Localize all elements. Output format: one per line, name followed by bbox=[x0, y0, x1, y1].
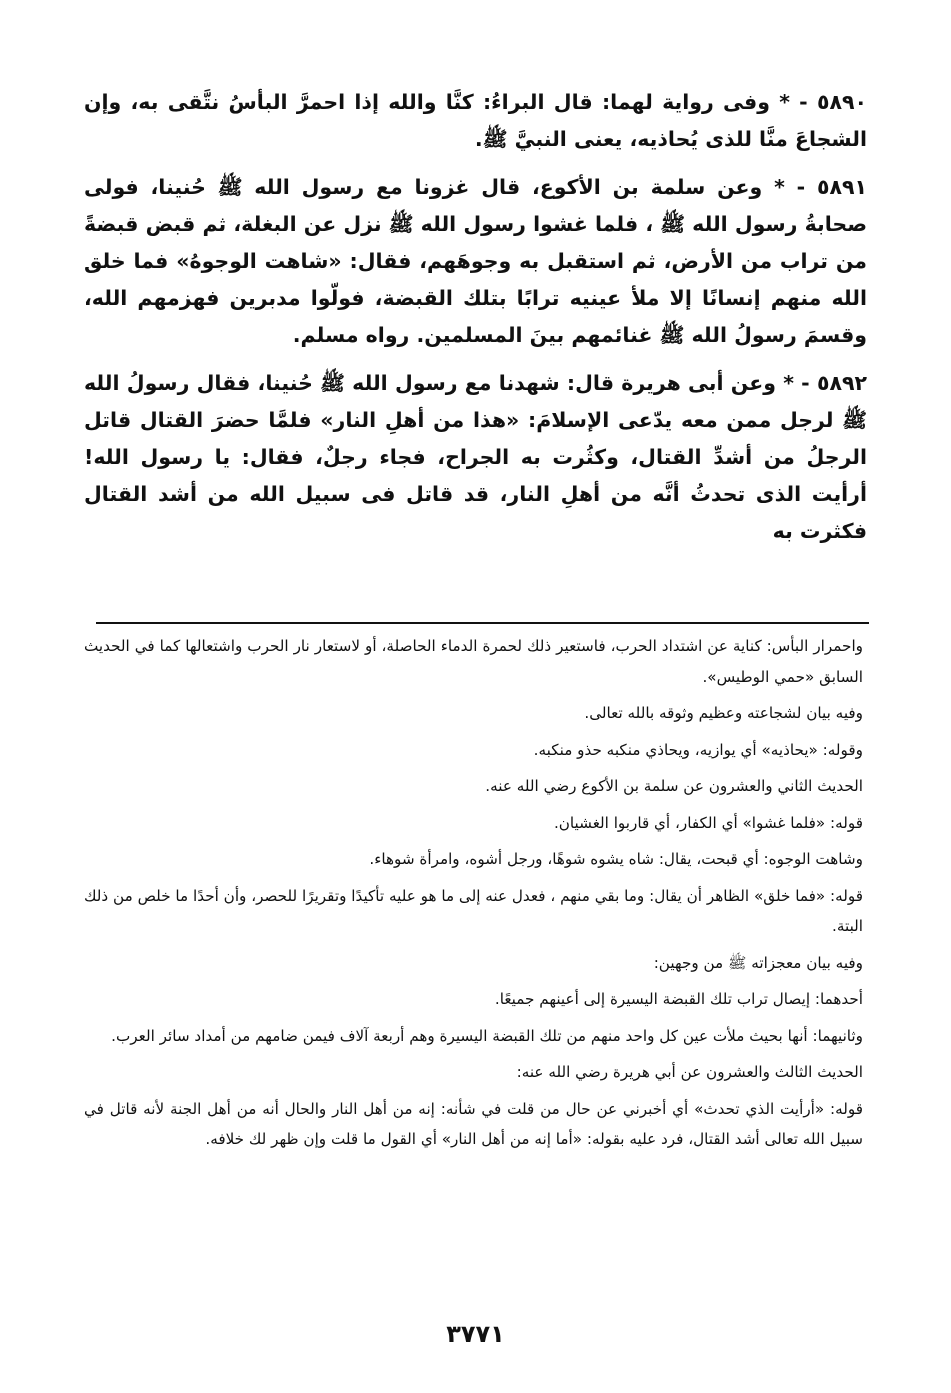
footnote-divider bbox=[96, 622, 869, 624]
note-item: قوله: «فما خلق» الظاهر أن يقال: وما بقي منهم ، فعدل عنه إلى ما هو عليه تأكيدًا وتقريرًا للحصر، وأن أحدًا ما خلص من ذلك البتة. bbox=[84, 886, 863, 935]
hadith-5892: ٥٨٩٢ - * وعن أبى هريرة قال: شهدنا مع رسول الله ﷺ حُنينا، فقال رسولُ الله ﷺ لرجل ممن معه يدّعى الإسلامَ: «هذا من أهلِ النار» فلمَّا حضرَ القتال قاتل الرجلُ من أشدِّ القتال، وكثُرت به الجراح، فجاء رجلٌ، فقال: يا رسول الله! أرأيت الذى تحدثُ أنَّه من أهلِ النار، قد قاتل فى سبيل الله من أشد القتال فكثرت به bbox=[84, 371, 867, 543]
note-item: وفيه بيان لشجاعته وعظيم وثوقه بالله تعالى. bbox=[584, 704, 863, 722]
note-item: وشاهت الوجوه: أي قبحت، يقال: شاه يشوه شوهًا، ورجل أشوه، وامرأة شوهاء. bbox=[369, 850, 863, 868]
note-item: قوله: «فلما غشوا» أي الكفار، أي قاربوا الغشيان. bbox=[553, 813, 863, 832]
note-item: وفيه بيان معجزاته ﷺ من وجهين: bbox=[653, 953, 863, 972]
page-number: ٣٧٧١ bbox=[446, 1320, 505, 1348]
note-item: الحديث الثالث والعشرون عن أبي هريرة رضي الله عنه: bbox=[516, 1063, 863, 1081]
note-item: واحمرار البأس: كناية عن اشتداد الحرب، فاستعير ذلك لحمرة الدماء الحاصلة، أو لاستعار نار الحرب واشتعالها كما في الحديث السابق «حمي الوطيس». bbox=[84, 637, 863, 686]
hadith-5890: ٥٨٩٠ - * وفى رواية لهما: قال البراءُ: كنَّا والله إذا احمرَّ البأسُ نتَّقى به، وإن الشجاعَ منَّا للذى يُحاذيه، يعنى النبيَّ ﷺ. bbox=[84, 90, 867, 151]
note-item: وثانيهما: أنها بحيث ملأت عين كل واحد منهم من تلك القبضة اليسيرة وهم أربعة آلاف فيمن ضامهم من أمداد سائر العرب. bbox=[111, 1026, 863, 1045]
note-item: قوله: «أرأيت الذي تحدث» أي أخبرني عن حال من قلت في شأنه: إنه من أهل النار والحال أنه من أهل الجنة لأنه قاتل في سبيل الله تعالى أشد القتال، فرد عليه بقوله: «أما إنه من أهل النار» أي القول ما قلت وإن ظهر لك خلافه. bbox=[84, 1099, 863, 1148]
hadith-5891: ٥٨٩١ - * وعن سلمة بن الأكوع، قال غزونا مع رسول الله ﷺ حُنينا، فولى صحابةُ رسول الله ﷺ ، فلما غشوا رسول الله ﷺ نزل عن البغلة، ثم قبض قبضةً من تراب من الأرض، ثم استقبل به وجوهَهم، فقال: «شاهت الوجوهُ» فما خلق الله منهم إنسانًا إلا ملأ عينيه ترابًا بتلك القبضة، فولّوا مدبرين فهزمهم الله، وقسمَ رسولُ الله ﷺ غنائمهم بينَ المسلمين. رواه مسلم. bbox=[84, 175, 867, 347]
note-item: وقوله: «يحاذيه» أي يوازيه، ويحاذي منكبه حذو منكبه. bbox=[533, 740, 863, 759]
note-item: الحديث الثاني والعشرون عن سلمة بن الأكوع رضي الله عنه. bbox=[485, 777, 863, 795]
commentary-notes bbox=[84, 631, 863, 1161]
note-item: أحدهما: إيصال تراب تلك القبضة اليسيرة إلى أعينهم جميعًا. bbox=[494, 990, 863, 1008]
hadith-text bbox=[84, 84, 867, 561]
